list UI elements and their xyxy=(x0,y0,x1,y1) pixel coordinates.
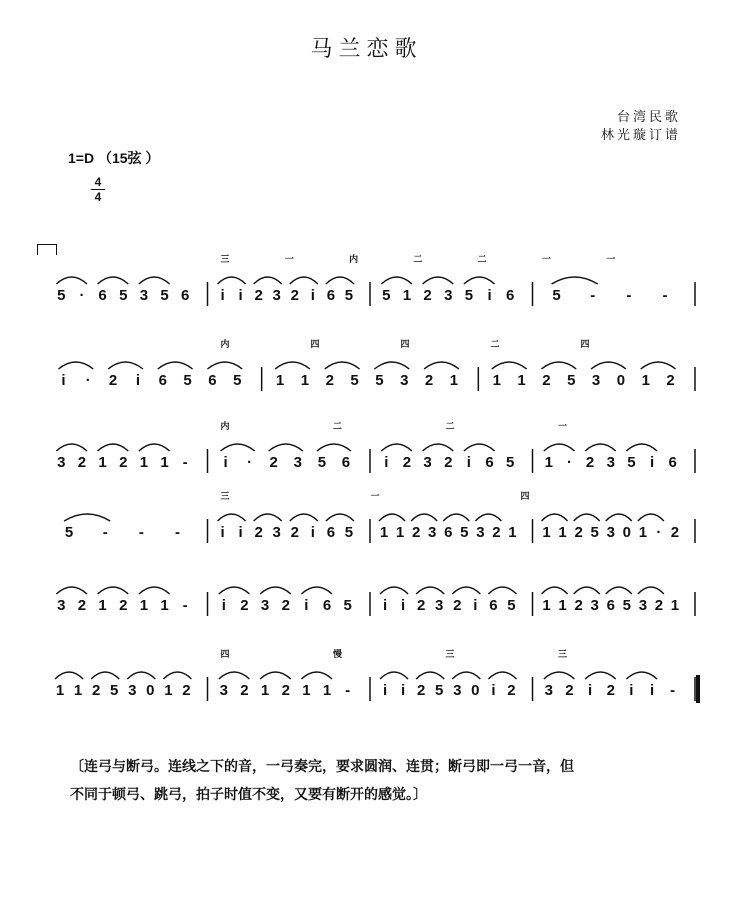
note-dash: - xyxy=(670,682,676,699)
note: 3 xyxy=(272,524,281,541)
note: 2 xyxy=(119,597,128,614)
slur-arc xyxy=(56,444,87,451)
note: 1 xyxy=(164,682,173,699)
slur-arc xyxy=(139,587,170,594)
note: 5 xyxy=(64,524,74,541)
arranger-credit: 林光璇订谱 xyxy=(600,127,681,142)
slur-arc xyxy=(260,587,291,594)
song-title: 马兰恋歌 xyxy=(310,37,423,62)
note: 1 xyxy=(322,682,332,699)
bowing-annotation: 二 xyxy=(477,255,487,265)
slur-arc xyxy=(219,672,250,679)
slur-arc xyxy=(56,277,87,284)
note: 5 xyxy=(375,372,384,389)
note: 2 xyxy=(281,597,290,614)
bowing-annotation: 四 xyxy=(310,340,320,350)
note: 2 xyxy=(325,372,334,389)
note: 3 xyxy=(293,454,302,471)
note: 1 xyxy=(517,372,526,389)
note: i xyxy=(61,372,66,389)
slur-arc xyxy=(626,444,657,451)
note: 3 xyxy=(476,524,485,541)
slur-arc xyxy=(290,514,318,521)
note: 2 xyxy=(654,597,664,614)
key-signature: 1=D （15弦 ） xyxy=(68,150,160,166)
note: 5 xyxy=(160,287,169,304)
slur-arc xyxy=(544,444,575,451)
note: 5 xyxy=(435,682,444,699)
bowing-annotation: 二 xyxy=(413,255,423,265)
note: i xyxy=(401,597,406,614)
note: i xyxy=(588,682,593,699)
slur-arc xyxy=(416,672,444,679)
slur-arc xyxy=(269,444,303,451)
note: 2 xyxy=(507,682,516,699)
note: 1 xyxy=(558,597,567,614)
slur-arc xyxy=(542,587,568,594)
note: 6 xyxy=(158,372,167,389)
note: 1 xyxy=(55,682,65,699)
note: 6 xyxy=(326,524,336,541)
song-origin: 台湾民歌 xyxy=(616,109,681,124)
remark-line-2: 不同于顿弓、跳弓，拍子时值不变，又要有断开的感觉。〕 xyxy=(70,787,427,803)
slur-arc xyxy=(218,277,246,284)
note: 3 xyxy=(453,682,462,699)
note: 1 xyxy=(139,597,149,614)
note: i xyxy=(649,682,655,699)
slur-arc xyxy=(275,362,310,369)
note: 3 xyxy=(139,287,149,304)
note: 3 xyxy=(272,287,281,304)
note: 5 xyxy=(507,597,516,614)
bowing-annotation: 内 xyxy=(349,255,359,265)
slur-arc xyxy=(127,672,155,679)
slur-arc xyxy=(380,587,408,594)
slur-arc xyxy=(91,672,119,679)
note-dash: - xyxy=(345,682,351,699)
note: 2 xyxy=(574,597,583,614)
note: · xyxy=(656,524,662,541)
slur-arc xyxy=(254,514,282,521)
note: 5 xyxy=(622,597,631,614)
slur-arc xyxy=(219,587,250,594)
note: 3 xyxy=(444,287,453,304)
slur-arc xyxy=(585,444,616,451)
slur-arc xyxy=(475,514,501,521)
slur-arc xyxy=(416,587,444,594)
slur-arc xyxy=(423,444,454,451)
note: 0 xyxy=(471,682,480,699)
time-signature-top: 4 xyxy=(94,175,102,189)
slur-arc xyxy=(139,277,170,284)
note: 0 xyxy=(616,372,626,389)
note: 3 xyxy=(57,454,66,471)
slur-arc xyxy=(221,444,255,451)
note: 2 xyxy=(670,524,680,541)
slur-arc xyxy=(58,362,93,369)
slur-arc xyxy=(317,444,351,451)
note: 2 xyxy=(119,454,128,471)
remark-line-1: 〔连弓与断弓。连线之下的音，一弓奏完，要求圆润、连贯；断弓即一弓一音，但 xyxy=(70,759,574,775)
note: i xyxy=(649,454,655,471)
note: 3 xyxy=(219,682,228,699)
note: 1 xyxy=(508,524,517,541)
note: 1 xyxy=(638,524,648,541)
note: 2 xyxy=(281,682,290,699)
slur-arc xyxy=(290,277,318,284)
note: 2 xyxy=(402,454,412,471)
slur-arc xyxy=(606,587,632,594)
slur-arc xyxy=(443,514,469,521)
slur-arc xyxy=(55,672,83,679)
slur-arc xyxy=(541,362,576,369)
note: 6 xyxy=(326,287,336,304)
slur-arc xyxy=(381,444,412,451)
bowing-annotation: 三 xyxy=(220,255,230,265)
slur-arc xyxy=(374,362,409,369)
note: 0 xyxy=(146,682,155,699)
note: i xyxy=(384,454,389,471)
bowing-annotation: 四 xyxy=(220,650,230,660)
slur-arc xyxy=(301,587,332,594)
note: 5 xyxy=(627,454,636,471)
slur-arc xyxy=(326,514,354,521)
note: 1 xyxy=(670,597,680,614)
slur-arc xyxy=(641,362,676,369)
note: 5 xyxy=(350,372,359,389)
note: i xyxy=(135,372,141,389)
slur-arc xyxy=(254,277,282,284)
note: 5 xyxy=(460,524,469,541)
bowing-annotation: 三 xyxy=(220,492,230,502)
note: 1 xyxy=(160,597,169,614)
note: 5 xyxy=(119,287,128,304)
slur-arc xyxy=(207,362,242,369)
note: 5 xyxy=(382,287,391,304)
note: 1 xyxy=(449,372,459,389)
note: 1 xyxy=(300,372,310,389)
note: 5 xyxy=(343,597,352,614)
note: 2 xyxy=(77,454,87,471)
slur-arc xyxy=(492,362,527,369)
slur-arc xyxy=(325,362,360,369)
note: 5 xyxy=(233,372,242,389)
note-dash: - xyxy=(590,287,596,304)
slur-arc xyxy=(591,362,626,369)
note: i xyxy=(382,682,388,699)
slur-arc xyxy=(638,587,664,594)
slur-arc xyxy=(452,587,480,594)
note: 5 xyxy=(567,372,576,389)
note: i xyxy=(401,682,406,699)
note: 1 xyxy=(395,524,405,541)
note: 3 xyxy=(57,597,66,614)
slur-arc xyxy=(139,444,170,451)
slur-arc xyxy=(488,672,516,679)
slur-arc xyxy=(574,514,600,521)
note: 2 xyxy=(91,682,101,699)
slur-arc xyxy=(64,514,110,521)
bowing-annotation: 四 xyxy=(520,492,530,502)
note: i xyxy=(220,287,225,304)
note: i xyxy=(473,597,478,614)
note: 3 xyxy=(400,372,409,389)
note: 2 xyxy=(240,682,249,699)
slur-arc xyxy=(163,672,191,679)
note: 2 xyxy=(585,454,595,471)
note-dash: - xyxy=(626,287,632,304)
note-dash: - xyxy=(182,597,188,614)
note: 2 xyxy=(269,454,278,471)
note: 1 xyxy=(379,524,389,541)
note: 1 xyxy=(641,372,650,389)
slur-arc xyxy=(379,514,405,521)
note: 1 xyxy=(98,597,107,614)
note: · xyxy=(85,372,91,389)
note: 6 xyxy=(208,372,217,389)
slur-arc xyxy=(464,277,495,284)
note-dash: - xyxy=(174,524,180,541)
note: 1 xyxy=(542,524,551,541)
bowing-annotation: 一 xyxy=(557,422,568,432)
slur-arc xyxy=(301,672,332,679)
note: 1 xyxy=(558,524,567,541)
bowing-annotation: 一 xyxy=(541,255,551,265)
note: 2 xyxy=(492,524,501,541)
note: 6 xyxy=(181,287,190,304)
note: 2 xyxy=(240,597,249,614)
note: 1 xyxy=(275,372,285,389)
note: · xyxy=(566,454,572,471)
note: 6 xyxy=(668,454,677,471)
note: 3 xyxy=(435,597,444,614)
note: i xyxy=(487,287,492,304)
bowing-annotation: 四 xyxy=(400,340,410,350)
note: 2 xyxy=(606,682,615,699)
note: 2 xyxy=(666,372,675,389)
slur-arc xyxy=(544,672,575,679)
note: 5 xyxy=(464,287,474,304)
note: i xyxy=(304,597,309,614)
note: 2 xyxy=(182,682,191,699)
time-signature-bottom: 4 xyxy=(94,190,102,204)
slur-arc xyxy=(626,672,657,679)
note: 5 xyxy=(506,454,515,471)
slur-arc xyxy=(585,672,616,679)
note: 2 xyxy=(290,287,299,304)
note: i xyxy=(221,597,226,614)
slur-arc xyxy=(380,672,408,679)
note: · xyxy=(79,287,85,304)
note: 6 xyxy=(98,287,107,304)
note: 5 xyxy=(344,524,354,541)
note: i xyxy=(220,524,225,541)
note: 1 xyxy=(98,454,107,471)
slur-arc xyxy=(464,444,495,451)
slur-arc xyxy=(98,587,129,594)
note: 6 xyxy=(341,454,351,471)
note: 0 xyxy=(622,524,631,541)
note: 2 xyxy=(416,682,426,699)
slur-arc xyxy=(411,514,437,521)
note: 5 xyxy=(317,454,327,471)
note: 1 xyxy=(542,597,551,614)
slur-arc xyxy=(56,587,87,594)
note: 5 xyxy=(552,287,561,304)
note: 2 xyxy=(77,597,87,614)
bowing-annotation: 二 xyxy=(332,422,343,432)
note: 6 xyxy=(444,524,453,541)
note: 3 xyxy=(544,682,553,699)
slur-arc xyxy=(381,277,412,284)
bowing-annotation: 一 xyxy=(370,492,380,502)
bowing-annotation: 四 xyxy=(580,340,590,350)
bowing-annotation: 内 xyxy=(220,422,230,432)
slur-arc xyxy=(638,514,664,521)
bowing-annotation: 慢 xyxy=(332,650,343,660)
note: 1 xyxy=(139,454,149,471)
slur-arc xyxy=(260,672,291,679)
note: i xyxy=(238,287,243,304)
note: 2 xyxy=(565,682,574,699)
slur-arc xyxy=(423,277,454,284)
note: 2 xyxy=(411,524,421,541)
note: i xyxy=(466,454,471,471)
bowing-annotation: 二 xyxy=(445,422,455,432)
bowing-annotation: 一 xyxy=(606,255,616,265)
slur-arc xyxy=(158,362,193,369)
note: 1 xyxy=(260,682,270,699)
note: 1 xyxy=(302,682,311,699)
note: 5 xyxy=(110,682,119,699)
slur-arc xyxy=(488,587,516,594)
note: 3 xyxy=(590,597,599,614)
note: 6 xyxy=(506,287,515,304)
bowing-annotation: 内 xyxy=(220,340,230,350)
slur-arc xyxy=(424,362,459,369)
slur-arc xyxy=(108,362,143,369)
note: i xyxy=(382,597,388,614)
note: 2 xyxy=(254,524,263,541)
note: 2 xyxy=(290,524,299,541)
note: 1 xyxy=(73,682,83,699)
note: 1 xyxy=(544,454,553,471)
slur-arc xyxy=(552,277,598,284)
note: 2 xyxy=(453,597,462,614)
note: 3 xyxy=(428,524,437,541)
note-dash: - xyxy=(102,524,108,541)
performance-remark xyxy=(70,753,690,809)
note-dash: - xyxy=(138,524,144,541)
note: 3 xyxy=(128,682,137,699)
note: 2 xyxy=(444,454,453,471)
bowing-annotation: 二 xyxy=(490,340,500,350)
note: 6 xyxy=(489,597,498,614)
note: 3 xyxy=(423,454,432,471)
note: 2 xyxy=(423,287,432,304)
note: i xyxy=(310,524,315,541)
note: 3 xyxy=(606,454,615,471)
slur-arc xyxy=(98,444,129,451)
note: 6 xyxy=(485,454,494,471)
note: 5 xyxy=(57,287,66,304)
bowing-annotation: 一 xyxy=(284,255,294,265)
note: 3 xyxy=(591,372,601,389)
note: 5 xyxy=(183,372,192,389)
note: i xyxy=(491,682,496,699)
note: 5 xyxy=(344,287,354,304)
note: 1 xyxy=(402,287,412,304)
note-dash: - xyxy=(182,454,188,471)
slur-arc xyxy=(452,672,480,679)
note: i xyxy=(310,287,315,304)
slur-arc xyxy=(98,277,129,284)
note: 3 xyxy=(638,597,648,614)
note: 3 xyxy=(606,524,615,541)
note: i xyxy=(238,524,243,541)
note: 1 xyxy=(160,454,169,471)
note: 2 xyxy=(416,597,426,614)
slur-arc xyxy=(606,514,632,521)
bowing-annotation: 三 xyxy=(445,650,455,660)
bowing-annotation: 三 xyxy=(557,650,568,660)
note: i xyxy=(629,682,634,699)
note: 2 xyxy=(542,372,551,389)
note: 2 xyxy=(108,372,118,389)
note: 2 xyxy=(424,372,434,389)
note: i xyxy=(223,454,228,471)
note: 3 xyxy=(260,597,270,614)
note: 1 xyxy=(492,372,501,389)
note: 2 xyxy=(574,524,583,541)
slur-arc xyxy=(326,277,354,284)
note-dash: - xyxy=(662,287,668,304)
note: · xyxy=(247,454,253,471)
slur-arc xyxy=(218,514,246,521)
note: 5 xyxy=(590,524,599,541)
note: 6 xyxy=(322,597,332,614)
note: 6 xyxy=(606,597,615,614)
note: 2 xyxy=(254,287,263,304)
slur-arc xyxy=(574,587,600,594)
slur-arc xyxy=(542,514,568,521)
